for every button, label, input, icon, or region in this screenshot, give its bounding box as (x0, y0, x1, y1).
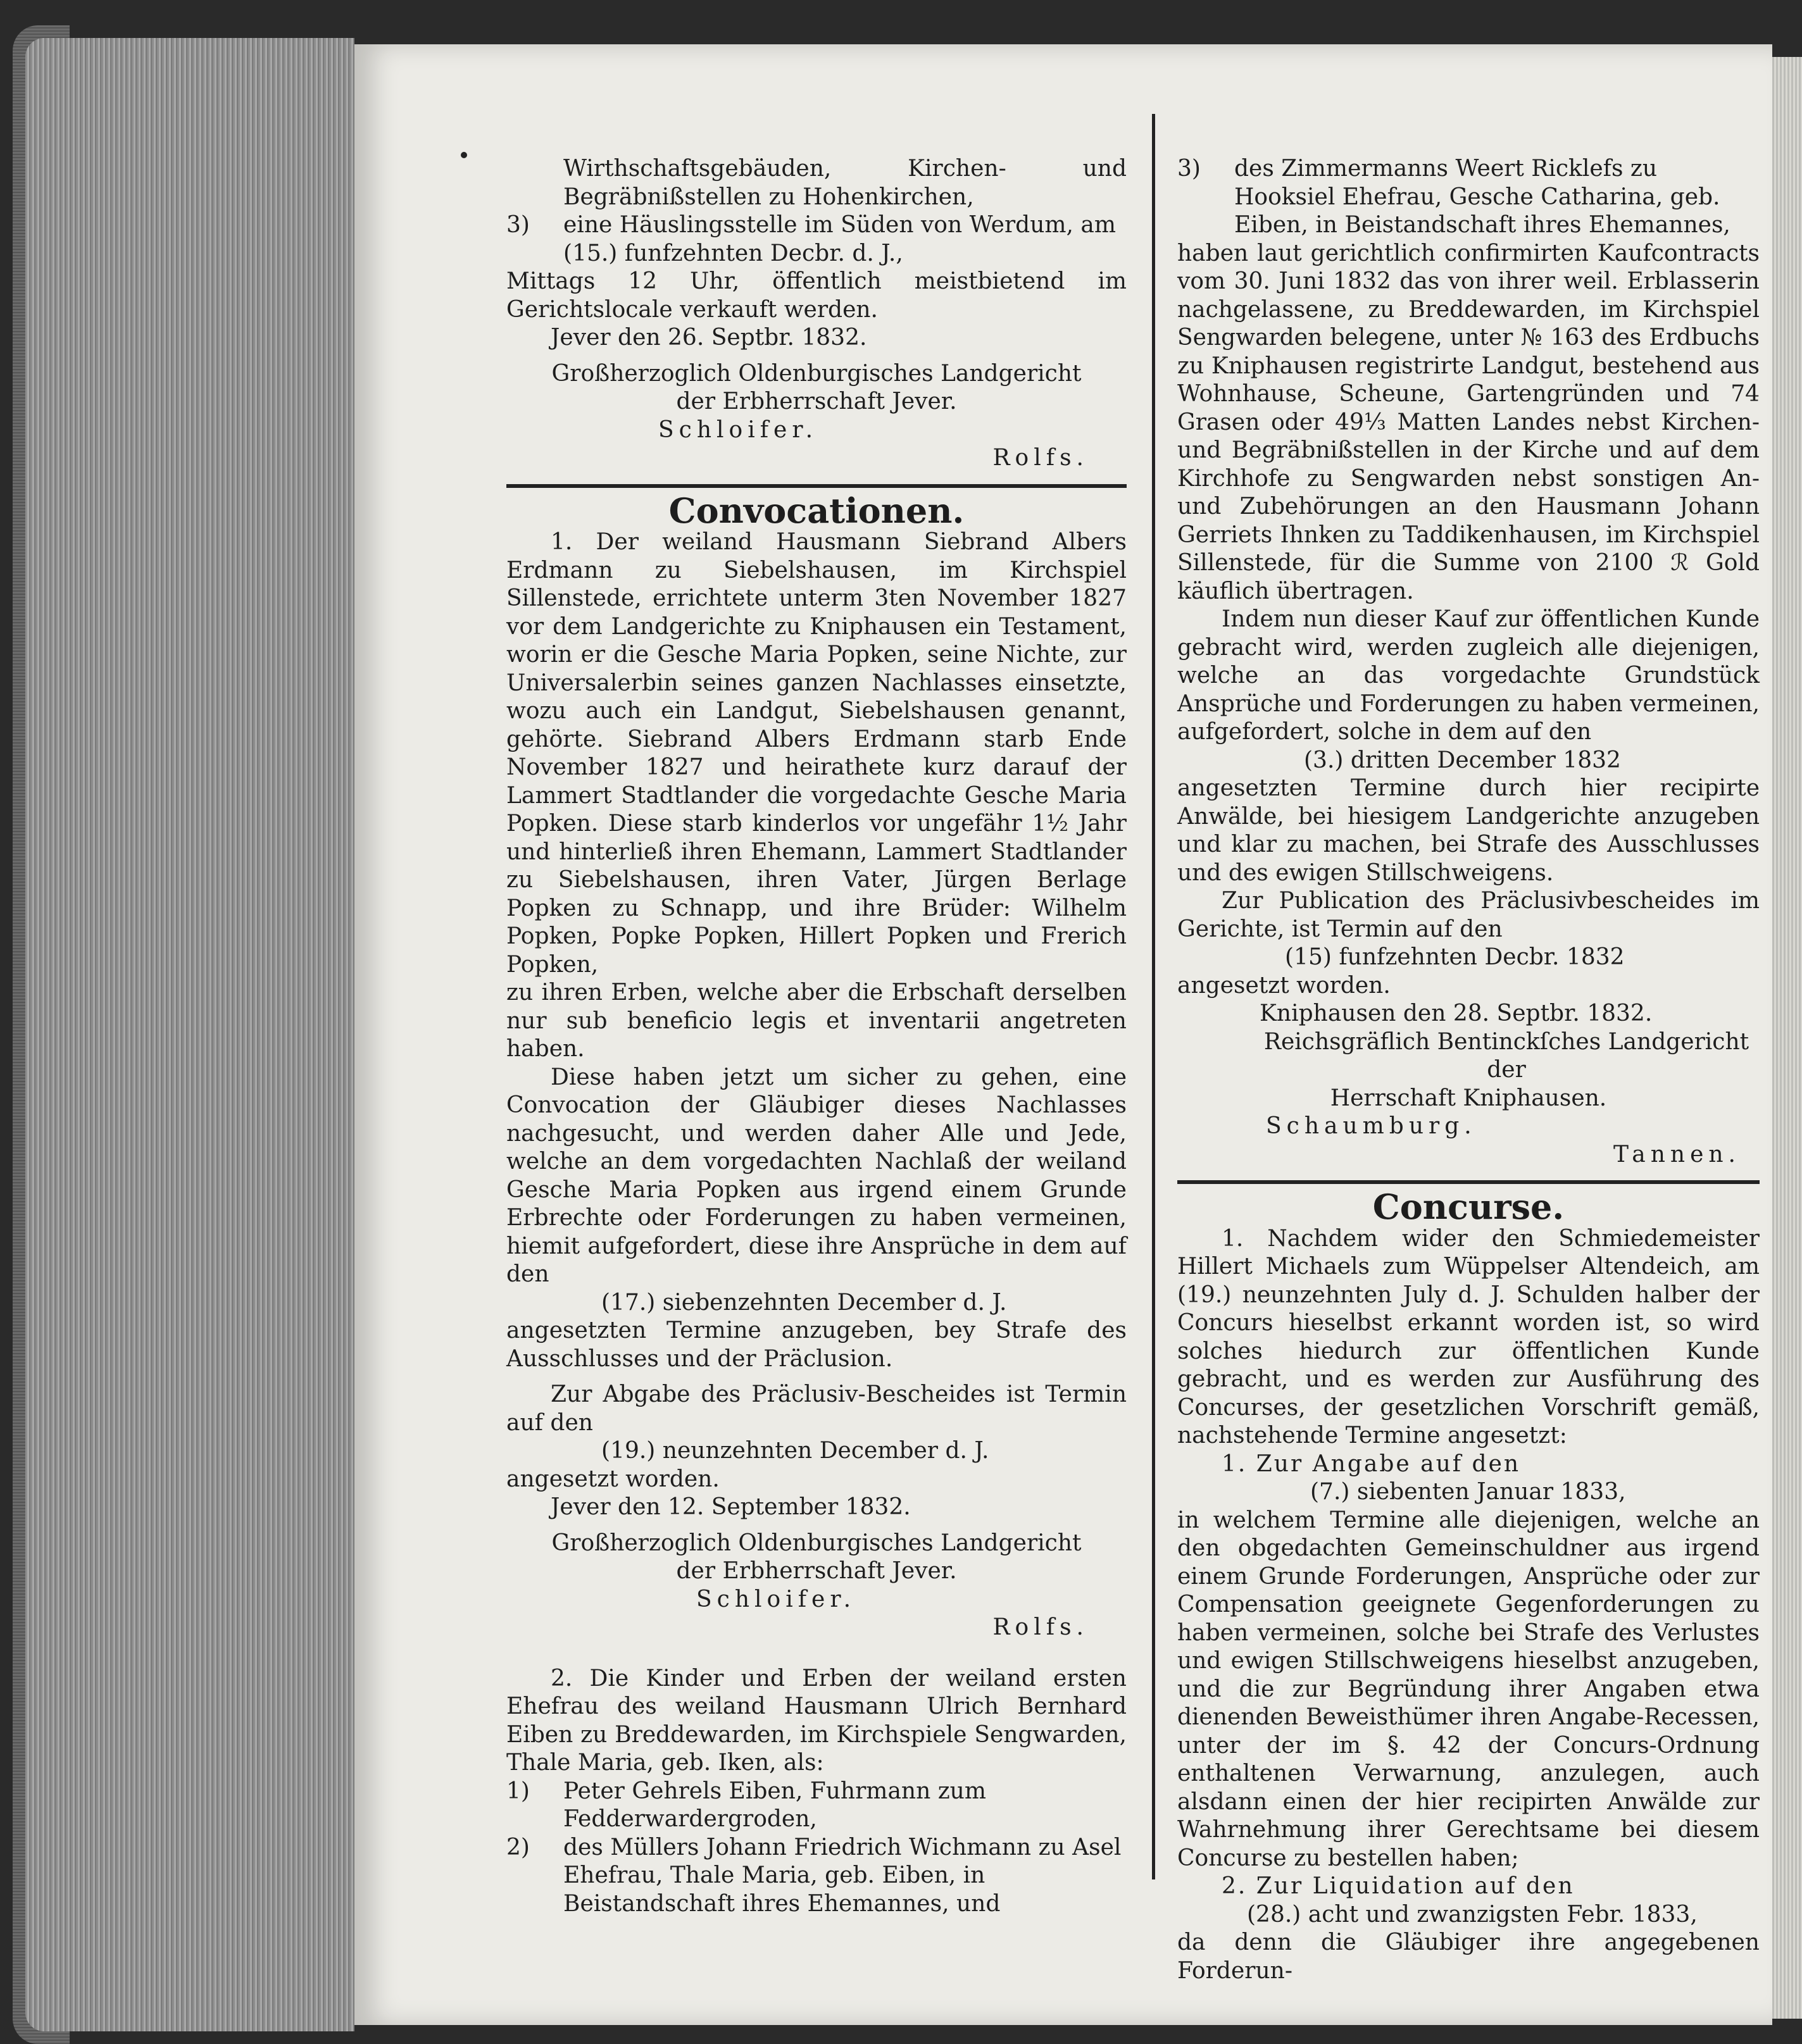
court-name-3: Reichsgräflich Bentinckſches Landgericht der (1263, 1028, 1749, 1083)
item-number: 2) (506, 1834, 530, 1860)
court-name-2b: der Erbherrschaft Jever. (676, 1558, 957, 1584)
section-rule (1177, 1180, 1760, 1184)
concurse-text: 1. Nachdem wider den Schmiedemeister Hillert Michaels zum Wüppelser Altendeich, am (19.) neunzehnten July d. J. Schulden halber der Concurs hieselbst erkannt worden ist, so wird solches hiedurch zur öffentlichen Kunde gebracht, und es werden zur Ausführung des Concurses, der gesetzlichen Vorschrift gemäß, nachstehende Termine angesetzt: (1177, 1225, 1760, 1449)
sale-place-date: Kniphausen den 28. Septbr. 1832. (1260, 1000, 1653, 1026)
sale-date-b: (15) funfzehnten Decbr. 1832 (1285, 944, 1625, 970)
sale-call: Indem nun dieser Kauf zur öffentlichen Kunde gebracht wird, werden zugleich alle diejenigen, welche an das vorgedachte Grundstück Ansprüche und Forderungen zu haben vermeinen, aufgefordert, solche in dem auf den (1177, 606, 1760, 745)
court-name-3b: Herrschaft Kniphausen. (1330, 1085, 1607, 1111)
item-text: eine Häuslingsstelle im Süden von Werdum, am (15.) funfzehnten Decbr. d. J., (563, 212, 1117, 266)
item-text: des Müllers Johann Friedrich Wichmann zu Asel Ehefrau, Thale Maria, geb. Eiben, in Beistandschaft ihres Ehemannes, und (563, 1834, 1122, 1917)
concurse-term-2-text: da denn die Gläubiger ihre angegebenen Forderun- (1177, 1929, 1760, 1984)
column-divider (1152, 114, 1155, 1879)
convocation-2-item-2 (506, 1834, 1127, 1919)
convocation-2-text: 2. Die Kinder und Erben der weiland ersten Ehefrau des weiland Hausmann Ulrich Bernhard Eiben zu Breddewarden, im Kirchspiele Sengwarden, Thale Maria, geb. Iken, als: (506, 1665, 1127, 1776)
right-page-edges (1772, 57, 1802, 2019)
convocation-1-text: 1. Der weiland Hausmann Siebrand Albers Erdmann zu Siebelshausen, im Kirchspiel Sillenstede, errichtete unterm 3ten November 1827 vor dem Landgerichte zu Kniphausen ein Testament, worin er die Gesche Maria Popken, seine Nichte, zur Universalerbin seines ganzen Nachlasses einsetzte, wozu auch ein Landgut, Siebelshausen genannt, gehörte. Siebrand Albers Erdmann starb Ende November 1827 und heirathete kurz darauf der Lammert Stadtlander die vorgedachte Gesche Maria Popken. Diese starb kinderlos vor ungefähr 1½ Jahr und hinterließ ihren Ehemann, Lammert Stadtlander zu Siebelshausen, ihren Vater, Jürgen Berlage Popken zu Schnapp, und ihre Brüder: Wilhelm Popken, Popke Popken, Hillert Popken und Frerich Popken, (506, 529, 1127, 978)
convocation-1-date-a: (17.) siebenzehnten December d. J. (601, 1289, 1007, 1316)
sale-text: haben laut gerichtlich confirmirten Kaufcontracts vom 30. Juni 1832 das von ihrer weil. Erblasserin nachgelassene, zu Breddewarden, im Kirchspiel Sengwarden belegene, unter № 163 des Erdbuchs zu Kniphausen registrirte Landgut, bestehend aus Wohnhause, Scheune, Gartengründen und 74 Grasen oder 49⅓ Matten Landes nebst Kirchen- und Begräbnißstellen in der Kirche und auf dem Kirchhofe zu Sengwarden nebst sonstigen An- und Zubehörungen an den Hausmann Johann Gerriets Ihnken zu Taddikenhausen, im Kirchspiel Sillenstede, für die Summe von 2100 ℛ Gold käuflich übertragen. (1177, 240, 1760, 604)
signature-rolfs-1: Rolfs. (992, 445, 1089, 471)
signature-rolfs-2: Rolfs. (992, 1614, 1089, 1640)
convocation-2-item-1 (506, 1778, 1127, 1834)
sale-term: angesetzten Termine durch hier recipirte Anwälde, bei hiesigem Landgerichte anzugeben und klar zu machen, bei Strafe des Ausschlusses und des ewigen Stillschweigens. (1177, 775, 1760, 886)
item-text: Peter Gehrels Eiben, Fuhrmann zum Fedderwardergroden, (563, 1778, 987, 1832)
convocation-1-date-b: (19.) neunzehnten December d. J. (601, 1438, 989, 1464)
right-column (1177, 155, 1760, 1985)
left-item-3 (506, 211, 1127, 268)
convocation-1-praeclusiv: Zur Abgabe des Präclusiv-Bescheides ist Termin auf den (506, 1381, 1127, 1436)
item-number: 1) (506, 1778, 530, 1804)
item-number: 3) (1177, 156, 1201, 182)
convocation-1-place-date: Jever den 12. September 1832. (551, 1494, 911, 1520)
court-name-2: Großherzoglich Oldenburgisches Landgericht (551, 1530, 1082, 1556)
book-page-edges (25, 38, 354, 2031)
item-number: 3) (506, 212, 530, 238)
document-page (354, 44, 1772, 2025)
left-continuation-1: Wirthschaftsgebäuden, Kirchen- und Begräbnißstellen zu Hohenkirchen, (563, 156, 1127, 210)
left-date-1: Jever den 26. Septbr. 1832. (551, 325, 867, 351)
convocationen-heading: Convocationen. (668, 490, 965, 531)
concurse-term-2: 2. Zur Liquidation auf den (1222, 1873, 1575, 1899)
convocation-1-term: angesetzten Termine anzugeben, bey Strafe des Ausschlusses und der Präclusion. (506, 1318, 1127, 1372)
concurse-term-1: 1. Zur Angabe auf den (1222, 1450, 1521, 1477)
right-item-3 (1177, 155, 1760, 240)
convocation-1-call: Diese haben jetzt um sicher zu gehen, eine Convocation der Gläubiger dieses Nachlasses nachgesucht, und werden daher Alle und Jede, welche an dem vorgedachten Nachlaß der weiland Gesche Maria Popken aus irgend einem Grunde Erbrechte oder Forderungen zu haben vermeinen, hiemit aufgefordert, diese ihre Ansprüche in dem auf den (506, 1064, 1127, 1287)
spacer (506, 1642, 1127, 1665)
item-text: des Zimmermanns Weert Ricklefs zu Hooksiel Ehefrau, Gesche Catharina, geb. Eiben, in Beistandschaft ihres Ehemannes, (1234, 156, 1730, 238)
signature-schloifer-1: Schloifer. (658, 416, 818, 443)
left-continuation-2: Mittags 12 Uhr, öffentlich meistbietend im Gerichtslocale verkauft werden. (506, 268, 1127, 323)
left-column (506, 155, 1127, 1918)
signature-schaumburg: Schaumburg. (1266, 1113, 1477, 1139)
concurse-term-2-date: (28.) acht und zwanzigsten Febr. 1833, (1247, 1901, 1698, 1928)
signature-tannen: Tannen. (1613, 1141, 1741, 1168)
ink-dot (461, 152, 467, 158)
signature-schloifer-2: Schloifer. (696, 1586, 856, 1612)
court-name-1: Großherzoglich Oldenburgisches Landgericht (551, 360, 1082, 387)
concurse-term-1-date: (7.) siebenten Januar 1833, (1310, 1479, 1626, 1505)
concurse-term-1-text: in welchem Termine alle diejenigen, welche an den obgedachten Gemeinschuldner aus irgend einem Grunde Forderungen, Ansprüche oder zur Compensation geeignete Gegenforderungen zu haben vermeinen, solche bei Strafe des Verlustes und ewigen Stillschweigens hieselbst anzugeben, und die zur Begründung ihrer Angaben etwa dienenden Beweisthümer ihren Angabe-Recessen, unter der im §. 42 der Concurs-Ordnung enthaltenen Verwarnung, anzulegen, auch alsdann einen der hier recipirten Anwälde zur Wahrnehmung ihrer Gerechtsame bei diesem Concurse zu bestellen haben; (1177, 1507, 1760, 1871)
convocation-1-heirs: zu ihren Erben, welche aber die Erbschaft derselben nur sub beneficio legis et inventarii angetreten haben. (506, 980, 1127, 1062)
sale-publication: Zur Publication des Präclusivbescheides im Gerichte, ist Termin auf den (1177, 888, 1760, 942)
sale-date-a: (3.) dritten December 1832 (1304, 747, 1621, 773)
convocation-1-set: angesetzt worden. (506, 1466, 720, 1492)
section-rule (506, 484, 1127, 488)
concurse-heading: Concurse. (1372, 1187, 1565, 1227)
court-name-1b: der Erbherrschaft Jever. (676, 389, 957, 414)
sale-set: angesetzt worden. (1177, 972, 1391, 999)
